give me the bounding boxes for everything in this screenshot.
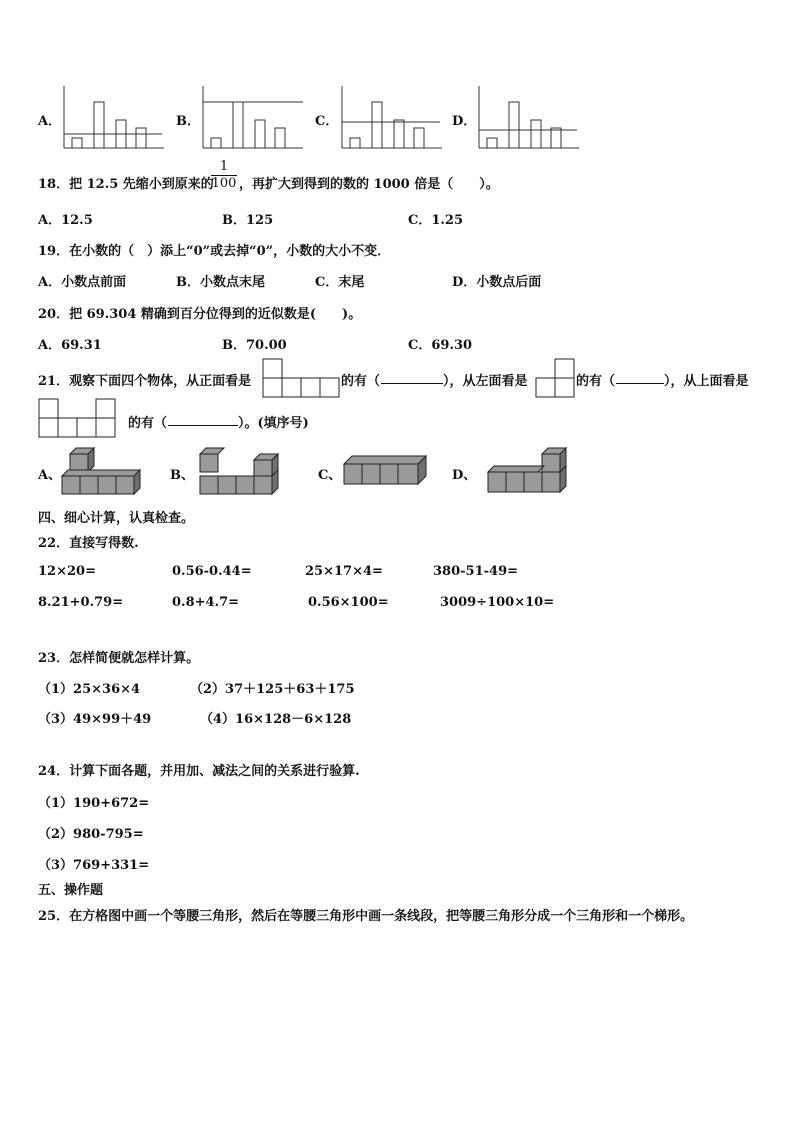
q21-answer-blank-left[interactable] xyxy=(616,371,664,384)
q17-option-c-chart xyxy=(340,86,444,150)
q21-text-1: 21．观察下面四个物体，从正面看是 xyxy=(38,374,252,389)
q21-option-d-cubes xyxy=(484,446,576,498)
q21-left-view-figure xyxy=(535,358,575,398)
q23-item-4: （4）16×128－6×128 xyxy=(200,712,352,727)
q18-option-b: B．125 xyxy=(222,213,274,228)
q23-item-1: （1）25×36×4 xyxy=(38,682,141,697)
q19-option-b: B．小数点末尾 xyxy=(176,275,265,290)
q20-text: 20．把 69.304 精确到百分位得到的近似数是( )。 xyxy=(38,307,362,322)
q21-text-2: 的有（ xyxy=(341,374,381,389)
q17-option-c-label: C． xyxy=(315,114,339,129)
q22-r2-item-3: 0.56×100= xyxy=(308,595,389,610)
q21-top-view-figure xyxy=(38,398,116,438)
q20-option-c: C．69.30 xyxy=(408,338,473,353)
section-5-title: 五、操作题 xyxy=(38,883,104,898)
q17-option-a-chart xyxy=(62,86,166,150)
q18-option-a: A．12.5 xyxy=(38,213,93,228)
q17-option-d-label: D． xyxy=(452,114,477,129)
q21-answer-blank-top[interactable] xyxy=(168,413,238,426)
q17-option-b-label: B． xyxy=(176,114,200,129)
q21-option-d-label: D、 xyxy=(452,468,477,483)
q21-option-c-cubes xyxy=(340,452,432,492)
q21-text-3: ），从左面看是 xyxy=(443,374,528,389)
q22-r1-item-2: 0.56-0.44= xyxy=(172,564,252,579)
q21-option-b-cubes xyxy=(196,446,288,496)
q20-option-a: A．69.31 xyxy=(38,338,102,353)
q18-fraction xyxy=(211,160,237,191)
q20-option-b: B．70.00 xyxy=(222,338,287,353)
q21-answer-blank-front[interactable] xyxy=(381,371,443,384)
q18-fraction-numerator: 1 xyxy=(219,159,229,174)
q21-front-view-figure xyxy=(262,358,340,398)
q22-r1-item-4: 380-51-49= xyxy=(433,564,519,579)
q17-option-a-label: A． xyxy=(38,114,62,129)
q23-item-3: （3）49×99＋49 xyxy=(38,712,152,727)
q19-text: 19．在小数的（ ）添上“0”或去掉“0”，小数的大小不变． xyxy=(38,244,391,259)
q24-item-1: （1）190+672= xyxy=(38,796,150,811)
section-4-title: 四、细心计算，认真检查。 xyxy=(38,511,195,526)
q22-r1-item-3: 25×17×4= xyxy=(305,564,383,579)
q21-text-7: ）。(填序号) xyxy=(238,416,309,431)
q18-text-after: ，再扩大到得到的数的 1000 倍是（ ）。 xyxy=(239,177,499,192)
q23-title: 23．怎样简便就怎样计算。 xyxy=(38,651,200,666)
q18-option-c: C．1.25 xyxy=(408,213,464,228)
q19-option-d: D．小数点后面 xyxy=(452,275,542,290)
q24-title: 24．计算下面各题，并用加、减法之间的关系进行验算. xyxy=(38,764,360,779)
q18-text-before: 18．把 12.5 先缩小到原来的 xyxy=(38,177,214,192)
q21-option-a-cubes xyxy=(60,446,144,496)
q21-text-4: 的有（ xyxy=(576,374,616,389)
q22-r2-item-2: 0.8+4.7= xyxy=(172,595,240,610)
q24-item-2: （2）980-795= xyxy=(38,827,144,842)
q18-fraction-denominator: 100 xyxy=(211,176,237,191)
q25-text: 25．在方格图中画一个等腰三角形，然后在等腰三角形中画一条线段，把等腰三角形分成一个三角形和一个梯形。 xyxy=(38,909,694,924)
q21-text-6: 的有（ xyxy=(128,416,168,431)
q22-r1-item-1: 12×20= xyxy=(38,564,96,579)
q17-option-b-chart xyxy=(201,86,305,150)
q19-option-c: C．末尾 xyxy=(315,275,365,290)
q19-option-a: A．小数点前面 xyxy=(38,275,127,290)
q22-title: 22．直接写得数. xyxy=(38,536,139,551)
q23-item-2: （2）37＋125＋63＋175 xyxy=(190,682,355,697)
q22-r2-item-4: 3009÷100×10= xyxy=(440,595,555,610)
q21-option-a-label: A、 xyxy=(38,468,62,483)
q21-option-c-label: C、 xyxy=(318,468,342,483)
q21-text-5: ），从上面看是 xyxy=(664,374,749,389)
q17-option-d-chart xyxy=(477,86,581,150)
q21-option-b-label: B、 xyxy=(170,468,194,483)
q22-r2-item-1: 8.21+0.79= xyxy=(38,595,124,610)
q24-item-3: （3）769+331= xyxy=(38,858,150,873)
